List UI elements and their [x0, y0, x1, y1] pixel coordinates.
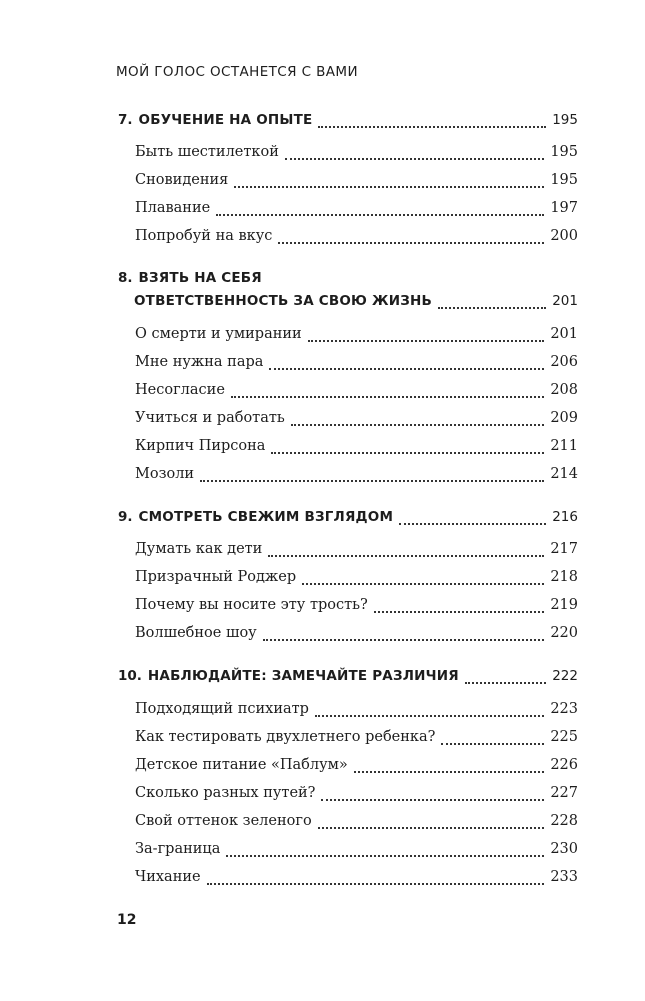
page-number: 195	[550, 144, 578, 160]
toc-item[interactable]	[135, 541, 578, 561]
toc-item[interactable]	[135, 354, 578, 374]
item-title: Мозоли	[135, 466, 195, 482]
item-title: Быть шестилеткой	[135, 144, 279, 160]
page-number: 197	[550, 200, 578, 216]
chapter-number: 7.	[118, 112, 133, 128]
chapter-title: СМОТРЕТЬ СВЕЖИМ ВЗГЛЯДОМ	[138, 509, 394, 525]
dot-leader	[216, 213, 544, 216]
item-title: За-граница	[135, 841, 221, 857]
dot-leader	[441, 742, 544, 745]
toc-item[interactable]	[135, 438, 578, 458]
toc-item[interactable]	[135, 785, 578, 805]
toc-item[interactable]	[135, 701, 578, 721]
dot-leader	[315, 714, 544, 717]
item-title: Как тестировать двухлетнего ребенка?	[135, 729, 436, 745]
page-number: 226	[550, 757, 578, 773]
dot-leader	[263, 638, 545, 641]
dot-leader	[269, 367, 544, 370]
page-number: 209	[550, 410, 578, 426]
chapter-title-line1: ВЗЯТЬ НА СЕБЯ	[138, 270, 262, 286]
toc-item[interactable]	[135, 757, 578, 777]
page-number: 219	[550, 597, 578, 613]
page-number: 195	[552, 112, 578, 128]
item-title: Свой оттенок зеленого	[135, 813, 312, 829]
dot-leader	[318, 125, 546, 128]
page-number: 217	[550, 541, 578, 557]
dot-leader	[465, 681, 546, 684]
dot-leader	[234, 185, 544, 188]
page-number: 227	[550, 785, 578, 801]
toc-item[interactable]	[135, 144, 578, 164]
item-title: Чихание	[135, 869, 201, 885]
item-title: Призрачный Роджер	[135, 569, 297, 585]
dot-leader	[308, 339, 545, 342]
item-title: Сновидения	[135, 172, 229, 188]
item-title: Детское питание «Паблум»	[135, 757, 348, 773]
page-number: 233	[550, 869, 578, 885]
toc-chapter-9[interactable]	[118, 509, 578, 529]
toc-item[interactable]	[135, 466, 578, 486]
item-title: Попробуй на вкус	[135, 228, 273, 244]
running-head: МОЙ ГОЛОС ОСТАНЕТСЯ С ВАМИ	[116, 64, 358, 80]
toc-item[interactable]	[135, 729, 578, 749]
dot-leader	[231, 395, 544, 398]
page-number: 195	[550, 172, 578, 188]
page-number: 206	[550, 354, 578, 370]
item-title: Волшебное шоу	[135, 625, 257, 641]
dot-leader	[207, 882, 545, 885]
page-number: 200	[550, 228, 578, 244]
toc-item[interactable]	[135, 869, 578, 889]
dot-leader	[285, 157, 544, 160]
toc-item[interactable]	[135, 813, 578, 833]
dot-leader	[291, 423, 545, 426]
dot-leader	[226, 854, 544, 857]
dot-leader	[399, 522, 546, 525]
item-title: Думать как дети	[135, 541, 263, 557]
toc-item[interactable]	[135, 228, 578, 248]
page-number: 214	[550, 466, 578, 482]
toc-chapter-7[interactable]	[118, 112, 578, 132]
item-title: Учиться и работать	[135, 410, 285, 426]
toc-item[interactable]	[135, 569, 578, 589]
page-number: 222	[552, 668, 578, 684]
chapter-title: ОБУЧЕНИЕ НА ОПЫТЕ	[138, 112, 313, 128]
toc-item[interactable]	[135, 841, 578, 861]
toc-item[interactable]	[135, 410, 578, 430]
item-title: Кирпич Пирсона	[135, 438, 266, 454]
dot-leader	[278, 241, 544, 244]
page-number: 218	[550, 569, 578, 585]
page-number: 211	[550, 438, 578, 454]
dot-leader	[321, 798, 544, 801]
toc-chapter-10[interactable]	[118, 668, 578, 688]
chapter-number: 9.	[118, 509, 133, 525]
page-number: 201	[552, 293, 578, 309]
folio-page-number: 12	[117, 912, 137, 928]
chapter-number: 8.	[118, 270, 133, 286]
chapter-number: 10.	[118, 668, 142, 684]
page-number: 201	[550, 326, 578, 342]
toc-item[interactable]	[135, 172, 578, 192]
dot-leader	[302, 582, 544, 585]
item-title: Мне нужна пара	[135, 354, 264, 370]
toc-item[interactable]	[135, 200, 578, 220]
toc-item[interactable]	[135, 597, 578, 617]
chapter-title: НАБЛЮДАЙТЕ: ЗАМЕЧАЙТЕ РАЗЛИЧИЯ	[147, 668, 459, 684]
dot-leader	[268, 554, 544, 557]
page-number: 208	[550, 382, 578, 398]
toc-chapter-8-heading[interactable]	[118, 270, 268, 290]
item-title: Подходящий психиатр	[135, 701, 309, 717]
chapter-title-line2: ОТВЕТСТВЕННОСТЬ ЗА СВОЮ ЖИЗНЬ	[134, 293, 432, 309]
item-title: О смерти и умирании	[135, 326, 302, 342]
toc-item[interactable]	[135, 382, 578, 402]
page-number: 225	[550, 729, 578, 745]
dot-leader	[374, 610, 545, 613]
toc-chapter-8[interactable]	[134, 293, 578, 313]
page-number: 220	[550, 625, 578, 641]
toc-item[interactable]	[135, 625, 578, 645]
item-title: Почему вы носите эту трость?	[135, 597, 368, 613]
page-number: 223	[550, 701, 578, 717]
page-number: 228	[550, 813, 578, 829]
item-title: Сколько разных путей?	[135, 785, 316, 801]
dot-leader	[354, 770, 545, 773]
page-number: 230	[550, 841, 578, 857]
page-number: 216	[552, 509, 578, 525]
dot-leader	[318, 826, 545, 829]
dot-leader	[438, 306, 546, 309]
dot-leader	[271, 451, 544, 454]
item-title: Несогласие	[135, 382, 225, 398]
item-title: Плавание	[135, 200, 211, 216]
toc-item[interactable]	[135, 326, 578, 346]
dot-leader	[200, 479, 544, 482]
